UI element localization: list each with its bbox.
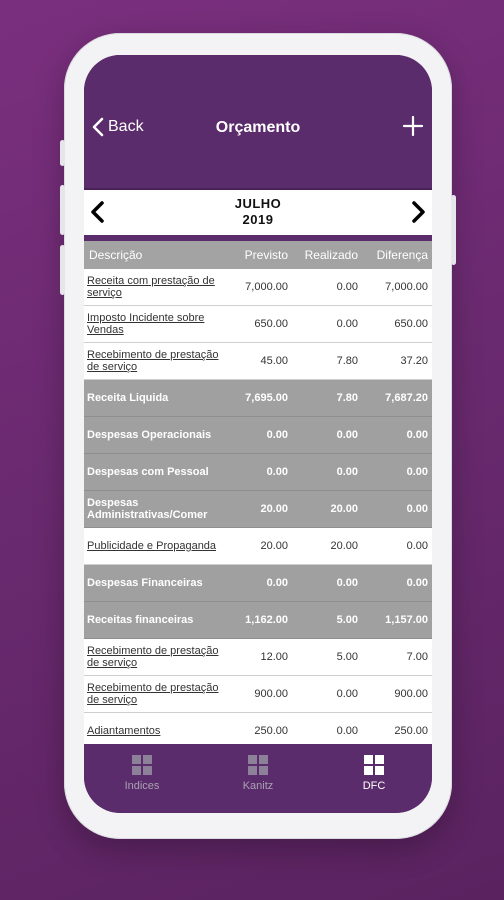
cell-diferenca: 7,000.00 [362,269,432,306]
row-description: Receita Liquida [87,392,169,404]
cell-realizado: 0.00 [292,306,362,343]
table-summary-row [84,417,432,454]
cell-diferenca: 7.00 [362,639,432,676]
table-summary-row [84,380,432,417]
cell-diferenca: 900.00 [362,676,432,713]
row-description[interactable]: Adiantamentos [87,725,161,737]
cell-diferenca: 37.20 [362,343,432,380]
cell-realizado: 0.00 [292,454,362,491]
cell-descricao [84,639,222,676]
cell-diferenca: 0.00 [362,565,432,602]
cell-previsto: 0.00 [222,417,292,454]
tab-dfc[interactable] [316,754,432,792]
cell-diferenca: 0.00 [362,528,432,565]
tab-label: DFC [362,780,386,792]
cell-descricao [84,380,222,417]
table-summary-row [84,454,432,491]
table-row[interactable] [84,676,432,713]
cell-diferenca: 0.00 [362,417,432,454]
budget-table[interactable] [84,241,432,744]
cell-previsto: 250.00 [222,713,292,745]
navigation-bar [84,55,432,190]
table-row[interactable] [84,713,432,745]
plus-icon[interactable] [402,115,424,137]
row-description: Receitas financeiras [87,614,194,626]
cell-descricao [84,565,222,602]
tab-label: Kanitz [242,780,274,792]
period-selector [84,188,432,235]
cell-descricao [84,676,222,713]
cell-realizado: 7.80 [292,380,362,417]
table-row[interactable] [84,306,432,343]
cell-descricao [84,602,222,639]
column-header-realizado: Realizado [292,241,362,269]
cell-previsto: 900.00 [222,676,292,713]
app-screen [84,55,432,813]
next-month-button[interactable] [408,200,428,224]
table-summary-row [84,491,432,528]
table-row[interactable] [84,528,432,565]
cell-realizado: 20.00 [292,491,362,528]
table-summary-row [84,565,432,602]
grid-icon [247,754,269,776]
tab-indices[interactable] [84,754,200,792]
cell-previsto: 0.00 [222,565,292,602]
table-row[interactable] [84,269,432,306]
cell-realizado: 20.00 [292,528,362,565]
cell-descricao [84,528,222,565]
column-header-diferenca: Diferença [362,241,432,269]
period-year: 2019 [242,212,274,227]
cell-descricao [84,306,222,343]
cell-realizado: 0.00 [292,676,362,713]
cell-previsto: 650.00 [222,306,292,343]
tab-kanitz[interactable] [200,754,316,792]
back-label: Back [108,118,144,135]
cell-previsto: 1,162.00 [222,602,292,639]
table-header-row [84,241,432,269]
cell-previsto: 20.00 [222,491,292,528]
row-description[interactable]: Recebimento de prestação de serviço [87,349,219,373]
tab-label: Indices [124,780,160,792]
cell-diferenca: 0.00 [362,491,432,528]
column-header-previsto: Previsto [222,241,292,269]
cell-diferenca: 650.00 [362,306,432,343]
grid-icon [363,754,385,776]
cell-descricao [84,713,222,745]
phone-volume-up-button [60,185,65,235]
grid-icon [131,754,153,776]
column-header-descricao: Descrição [84,241,222,269]
cell-descricao [84,417,222,454]
cell-previsto: 0.00 [222,454,292,491]
cell-diferenca: 0.00 [362,454,432,491]
page-title: Orçamento [215,119,301,136]
row-description: Despesas com Pessoal [87,466,209,478]
row-description: Despesas Financeiras [87,577,203,589]
cell-realizado: 0.00 [292,713,362,745]
row-description[interactable]: Recebimento de prestação de serviço [87,682,219,706]
row-description[interactable]: Recebimento de prestação de serviço [87,645,219,669]
phone-side-button [60,140,65,166]
tab-bar [84,744,432,813]
cell-diferenca: 250.00 [362,713,432,745]
cell-diferenca: 7,687.20 [362,380,432,417]
table-row[interactable] [84,343,432,380]
cell-realizado: 5.00 [292,602,362,639]
row-description[interactable]: Receita com prestação de serviço [87,275,215,299]
cell-previsto: 12.00 [222,639,292,676]
cell-descricao [84,343,222,380]
cell-diferenca: 1,157.00 [362,602,432,639]
table-row[interactable] [84,639,432,676]
cell-descricao [84,454,222,491]
phone-volume-down-button [60,245,65,295]
cell-previsto: 20.00 [222,528,292,565]
row-description[interactable]: Publicidade e Propaganda [87,540,217,552]
period-label [84,196,432,228]
row-description[interactable]: Imposto Incidente sobre Vendas [87,312,205,336]
cell-realizado: 0.00 [292,565,362,602]
row-description: Despesas Operacionais [87,429,212,441]
cell-descricao [84,491,222,528]
cell-realizado: 0.00 [292,417,362,454]
cell-realizado: 7.80 [292,343,362,380]
phone-power-button [451,195,456,265]
cell-previsto: 45.00 [222,343,292,380]
cell-descricao [84,269,222,306]
table-summary-row [84,602,432,639]
cell-previsto: 7,000.00 [222,269,292,306]
cell-realizado: 0.00 [292,269,362,306]
period-month: JULHO [234,196,282,211]
row-description: Despesas Administrativas/Comer [87,497,208,521]
cell-realizado: 5.00 [292,639,362,676]
cell-previsto: 7,695.00 [222,380,292,417]
